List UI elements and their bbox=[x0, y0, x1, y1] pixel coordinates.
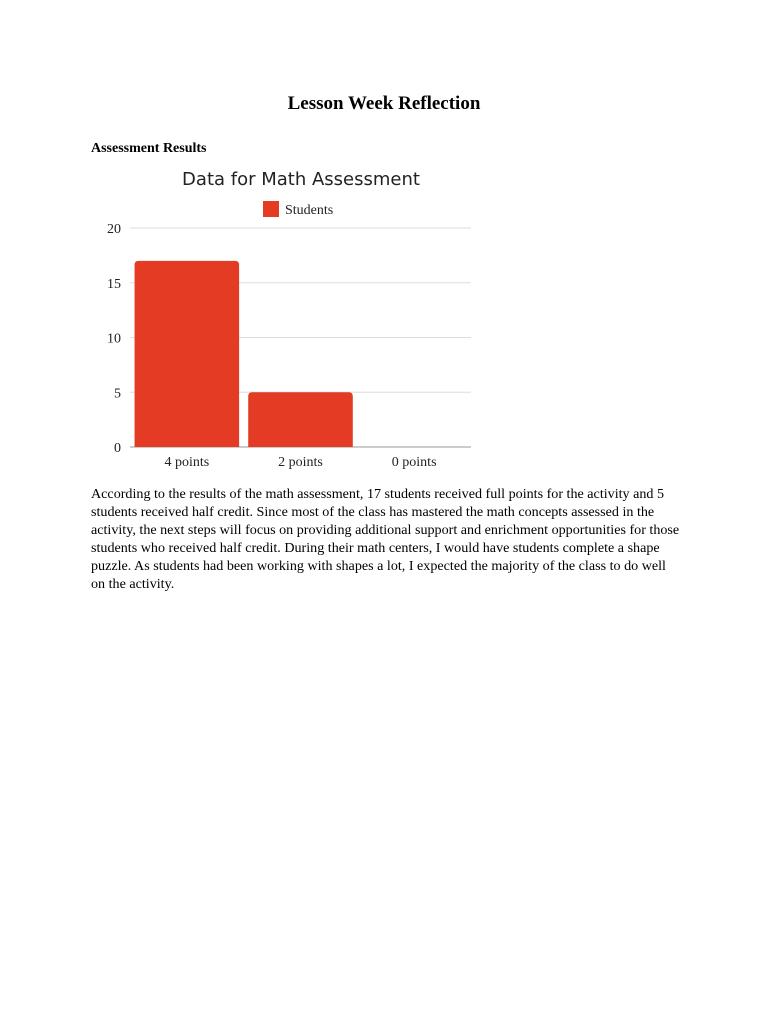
bar-4-points bbox=[135, 261, 240, 447]
legend-label: Students bbox=[285, 203, 334, 218]
bar-2-points bbox=[248, 392, 353, 447]
reflection-paragraph: According to the results of the math assessment, 17 students received full points for the activity and 5 students received half credit. Since most of the class has mastered the math concepts assessed in the activity, the next steps will focus on providing additional support and enrichment opportunities for those students who received half credit. During their math centers, I would have students complete a shape puzzle. As students had been working with shapes a lot, I expected the majority of the class to do well on the activity. bbox=[91, 486, 680, 592]
x-category-label: 4 points bbox=[164, 455, 210, 470]
bars bbox=[135, 261, 353, 447]
chart-legend bbox=[263, 201, 333, 218]
legend-swatch bbox=[263, 201, 279, 217]
section-heading: Assessment Results bbox=[91, 141, 207, 156]
x-category-label: 0 points bbox=[391, 455, 437, 470]
y-tick-label: 20 bbox=[107, 222, 121, 237]
document-title: Lesson Week Reflection bbox=[287, 93, 481, 114]
bar-chart-svg bbox=[80, 160, 500, 480]
chart-title: Data for Math Assessment bbox=[182, 169, 420, 190]
y-tick-label: 0 bbox=[114, 441, 121, 456]
assessment-chart bbox=[80, 160, 500, 480]
y-axis-ticks bbox=[107, 222, 121, 456]
x-category-label: 2 points bbox=[278, 455, 323, 470]
x-axis-labels bbox=[164, 455, 436, 470]
y-tick-label: 15 bbox=[107, 276, 121, 292]
y-tick-label: 10 bbox=[107, 331, 121, 347]
y-tick-label: 5 bbox=[114, 386, 121, 402]
